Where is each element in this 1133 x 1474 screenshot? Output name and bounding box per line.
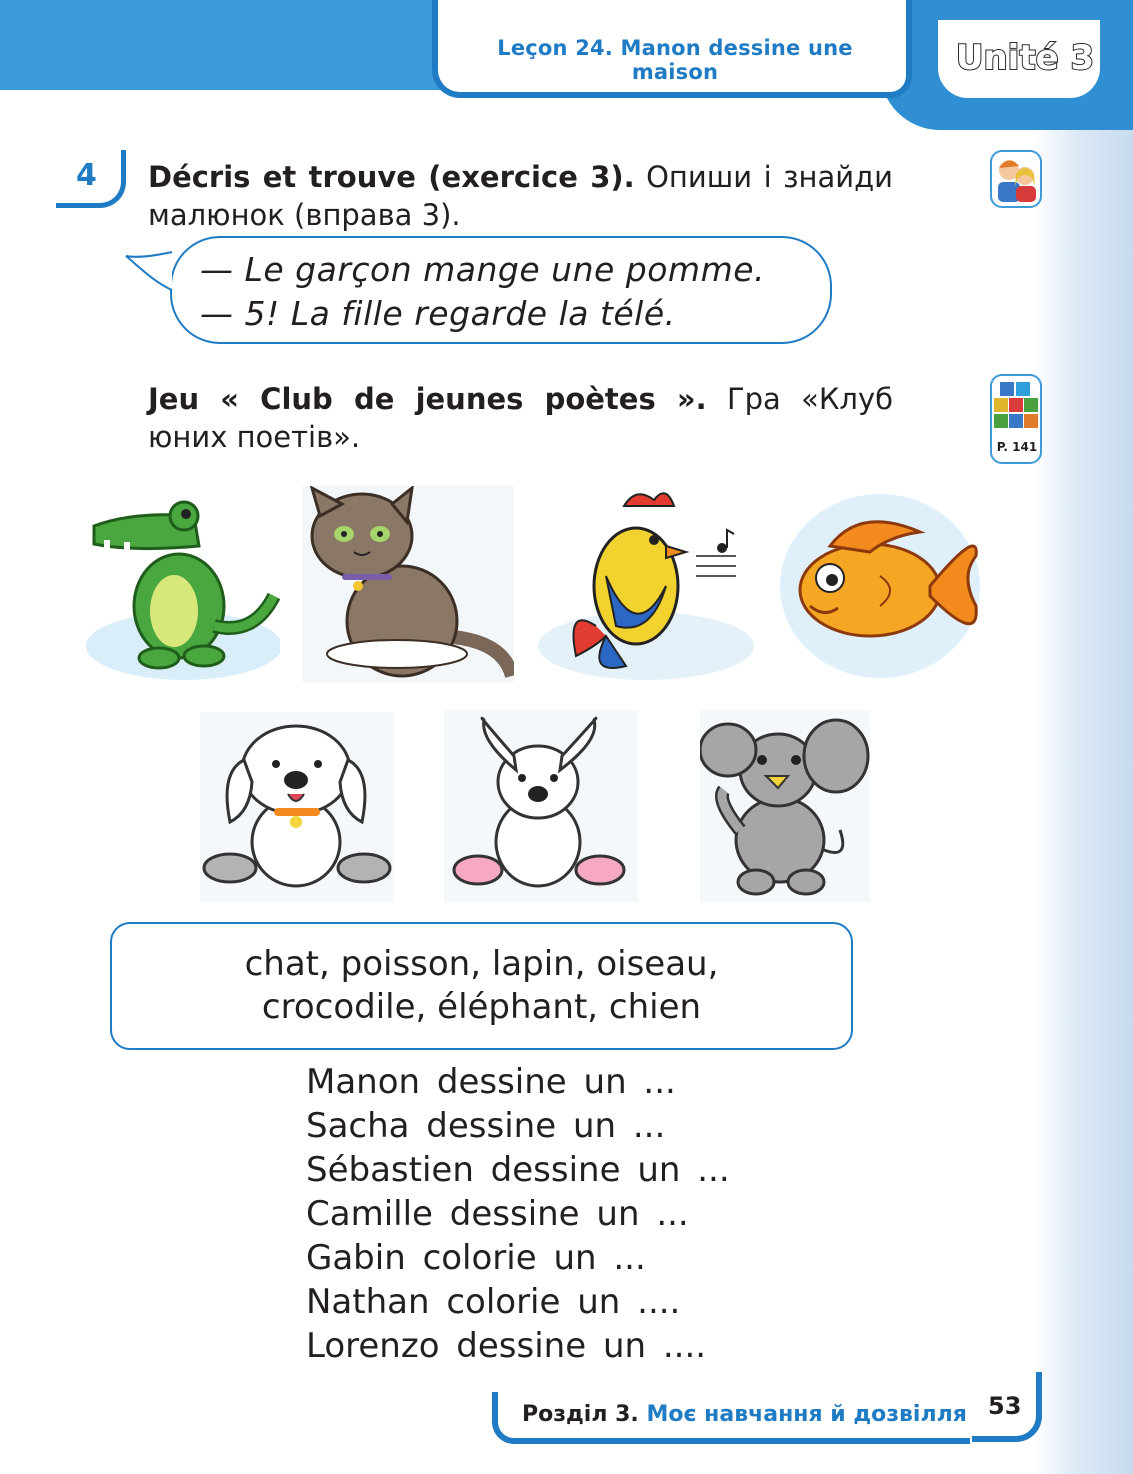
sentence-item: Lorenzo dessine un .... bbox=[306, 1326, 707, 1366]
word-bank-line-1: chat, poisson, lapin, oiseau, bbox=[244, 944, 719, 984]
dog-picture bbox=[200, 712, 394, 902]
footer-section-title: Моє навчання й дозвілля bbox=[646, 1402, 967, 1427]
exercise-instruction bbox=[148, 158, 893, 234]
cat-picture bbox=[302, 486, 514, 682]
sentence-item: Manon dessine un ... bbox=[306, 1062, 676, 1102]
dialog-line-2: — 5! La fille regarde la télé. bbox=[200, 294, 676, 333]
footer-section-label: Розділ 3. bbox=[522, 1402, 639, 1427]
word-bank-line-2: crocodile, éléphant, chien bbox=[261, 987, 702, 1027]
instruction-uk: Опиши і знайди малюнок (вправа 3). bbox=[148, 160, 893, 232]
sentence-list bbox=[306, 1060, 730, 1368]
fish-picture bbox=[780, 486, 984, 682]
rabbit-picture bbox=[444, 710, 638, 902]
game-title-fr: Jeu « Club de jeunes poètes ». bbox=[148, 382, 707, 416]
side-gradient-strip bbox=[1033, 0, 1133, 1474]
crocodile-picture bbox=[74, 486, 280, 682]
page-reference: P. 141 bbox=[996, 440, 1038, 454]
sentence-item: Nathan colorie un .... bbox=[306, 1282, 681, 1322]
instruction-fr: Décris et trouve (exercice 3). bbox=[148, 160, 635, 194]
lesson-title: Leçon 24. Manon dessine une maison bbox=[497, 36, 853, 84]
word-bank-box bbox=[110, 922, 853, 1050]
dialog-line-1: — Le garçon mange une pomme. bbox=[200, 250, 766, 289]
bird-picture bbox=[536, 486, 758, 682]
sentence-item: Gabin colorie un ... bbox=[306, 1238, 646, 1278]
game-instruction bbox=[148, 380, 893, 456]
sentence-item: Camille dessine un ... bbox=[306, 1194, 689, 1234]
pair-work-icon bbox=[990, 150, 1042, 208]
exercise-number: 4 bbox=[76, 158, 97, 193]
footer-section bbox=[522, 1402, 967, 1427]
unit-label: Unité 3 bbox=[955, 38, 1095, 78]
game-title-uk: Гра «Клуб юних поетів». bbox=[148, 382, 894, 454]
elephant-picture bbox=[700, 710, 870, 902]
page-number: 53 bbox=[988, 1392, 1022, 1420]
sentence-item: Sébastien dessine un ... bbox=[306, 1150, 730, 1190]
exercise-number-badge bbox=[56, 150, 126, 208]
speech-bubble-tail bbox=[124, 250, 184, 300]
sentence-item: Sacha dessine un ... bbox=[306, 1106, 666, 1146]
